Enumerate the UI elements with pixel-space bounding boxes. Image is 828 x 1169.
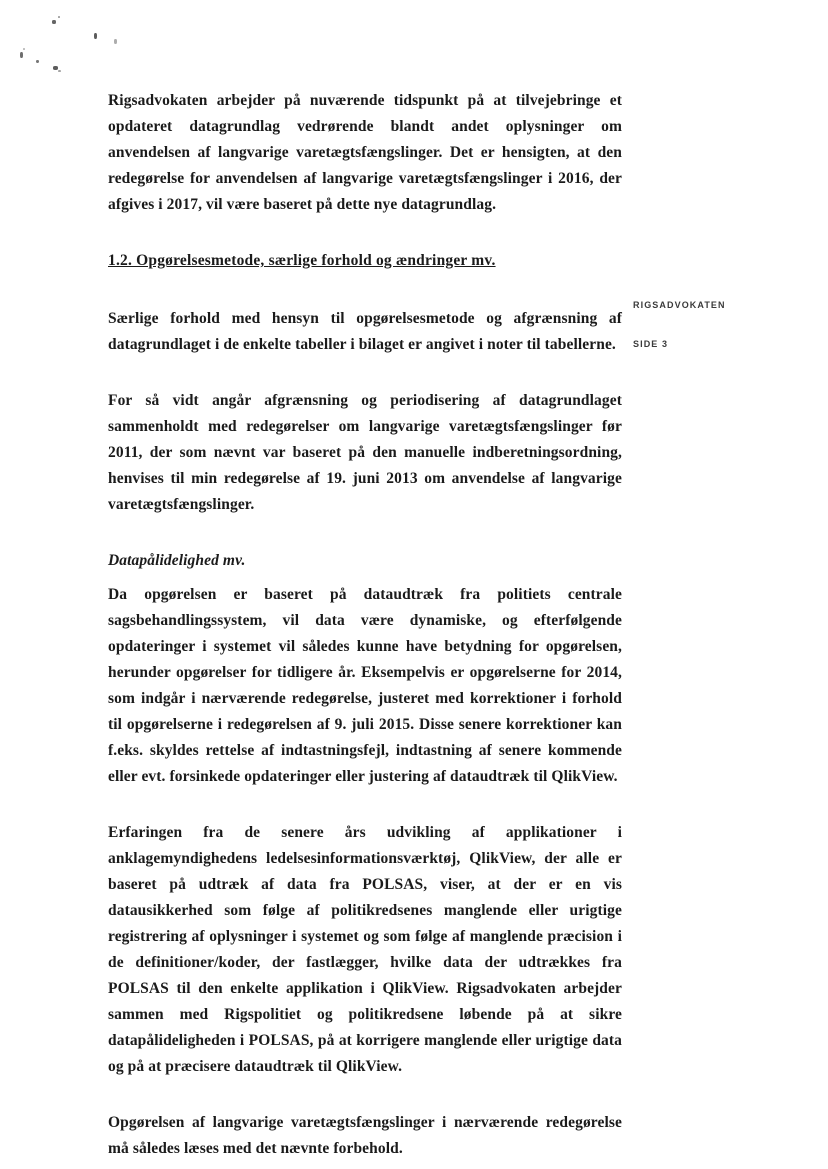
paragraph-conclusion: Opgørelsen af langvarige varetægtsfængslinger i nærværende redegørelse må således læses med det nævnte forbehold. — [108, 1114, 622, 1157]
scan-speckle-artifacts — [0, 0, 200, 100]
scan-speckle — [114, 39, 117, 44]
scan-speckle — [52, 20, 56, 24]
scan-speckle — [36, 60, 39, 63]
scan-speckle — [58, 70, 61, 72]
scan-speckle — [23, 48, 25, 50]
paragraph-experience-qlikview: Erfaringen fra de senere års udvikling af applikationer i anklagemyndighedens ledelsesinformationsværktøj, QlikView, der alle er baseret på udtræk af data fra POLSAS, viser, at der er en vis datausikkerhed som følge af politikredsenes manglende eller urigtige registrering af oplysninger i systemet og som følge af manglende præcision i de definitioner/koder, der fastlægger, hvilke data der udtrækkes fra POLSAS til den enkelte applikation i QlikView. Rigsadvokaten arbejder sammen med Rigspolitiet og politikredsene løbende på at sikre datapålideligheden i POLSAS, på at korrigere manglende eller urigtige data og på at præcisere dataudtræk til QlikView. — [108, 824, 622, 1075]
section-heading-1-2: 1.2. Opgørelsesmetode, særlige forhold og ændringer mv. — [108, 252, 496, 269]
scan-speckle — [20, 52, 23, 58]
scan-speckle — [58, 16, 60, 18]
paragraph-data-reliability: Da opgørelsen er baseret på dataudtræk fra politiets centrale sagsbehandlingssystem, vil data være dynamiske, og efterfølgende opdateringer i systemet vil således kunne have betydning for opgørelsen, herunder opgørelser for tidligere år. Eksempelvis er opgørelserne for 2014, som indgår i nærværende redegørelse, justeret med korrektioner i forhold til opgørelserne i redegørelsen af 9. juli 2015. Disse senere korrektioner kan f.eks. skyldes rettelse af indtastningsfejl, indtastning af senere kommende eller evt. forsinkede opdateringer eller justering af dataudtræk til QlikView. — [108, 586, 622, 785]
margin-note-organisation: RIGSADVOKATEN — [633, 300, 726, 310]
paragraph-delimitation: For så vidt angår afgrænsning og periodisering af datagrundlaget sammenholdt med redegørelser om langvarige varetægtsfængslinger før 2011, der som nævnt var baseret på den manuelle indberetningsordning, henvises til min redegørelse af 19. juni 2013 om anvendelse af langvarige varetægtsfængslinger. — [108, 392, 622, 513]
scan-speckle — [94, 33, 97, 39]
paragraph-special-conditions: Særlige forhold med hensyn til opgørelsesmetode og afgrænsning af datagrundlaget i de enkelte tabeller i bilaget er angivet i noter til tabellerne. — [108, 310, 622, 353]
document-body — [108, 88, 622, 1169]
sub-heading-data-reliability: Datapålidelighed mv. — [108, 552, 246, 569]
scan-speckle — [53, 66, 58, 70]
margin-note-page-number: SIDE 3 — [633, 339, 669, 349]
paragraph-intro: Rigsadvokaten arbejder på nuværende tidspunkt på at tilvejebringe et opdateret datagrundlag vedrørende blandt andet oplysninger om anvendelsen af langvarige varetægtsfængslinger. Det er hensigten, at den redegørelse for anvendelsen af langvarige varetægtsfængslinger i 2016, der afgives i 2017, vil være baseret på dette nye datagrundlag. — [108, 92, 622, 213]
